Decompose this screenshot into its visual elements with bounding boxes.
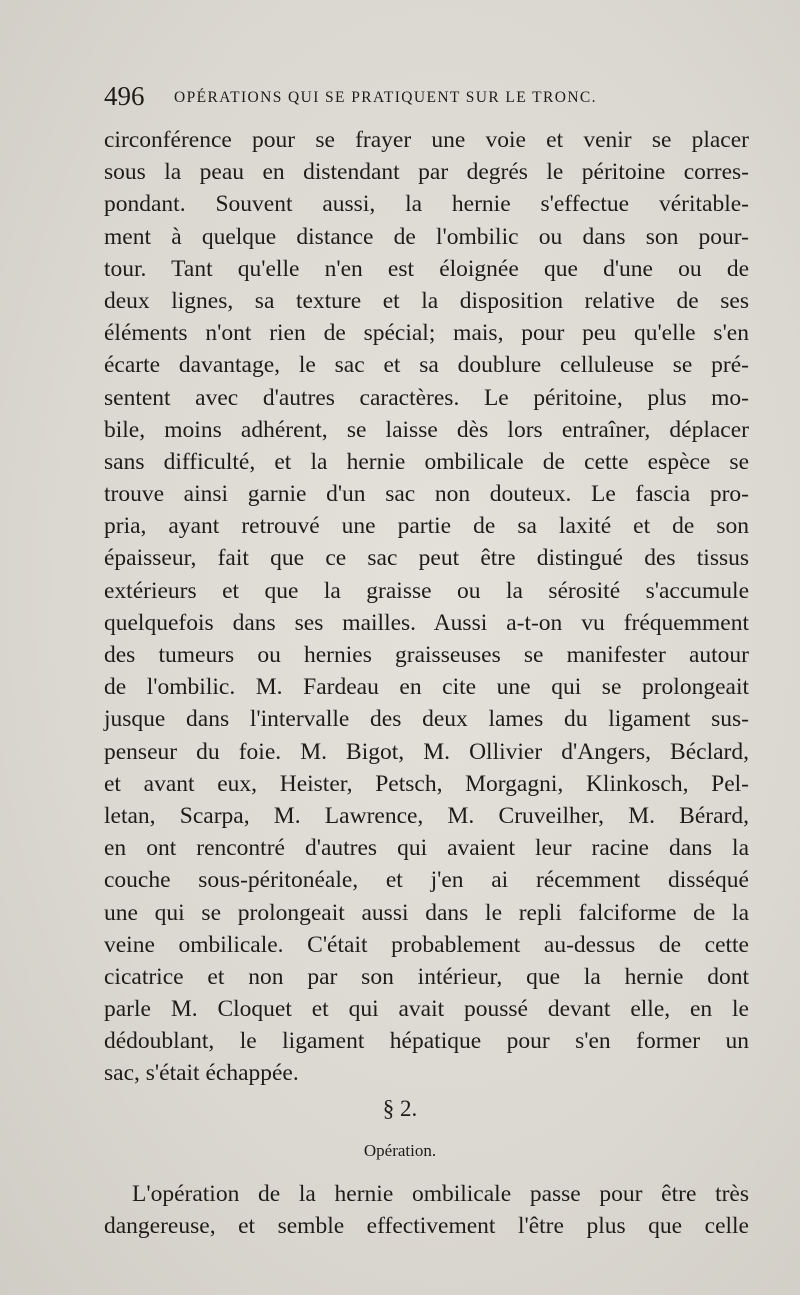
- text-line: des tumeurs ou hernies graisseuses se manifester autour: [104, 642, 749, 668]
- page-header: [104, 78, 704, 114]
- text-line: deux lignes, sa texture et la disposition relative de ses: [104, 287, 749, 314]
- text-line: bile, moins adhérent, se laisse dès lors entraîner, déplacer: [104, 416, 749, 443]
- text-line: ment à quelque distance de l'ombilic ou dans son pour-: [104, 223, 749, 250]
- text-line: sac, s'était échappée.: [104, 1060, 299, 1087]
- text-line: tour. Tant qu'elle n'en est éloignée que d'une ou de: [104, 255, 749, 282]
- section-number: § 2.: [382, 1096, 418, 1121]
- paragraph-2: [104, 1178, 749, 1242]
- text-line: sentent avec d'autres caractères. Le péritoine, plus mo-: [104, 384, 749, 411]
- text-line: écarte davantage, le sac et sa doublure celluleuse se pré-: [104, 352, 749, 379]
- text-line: couche sous-péritonéale, et j'en ai récemment disséqué: [104, 867, 749, 894]
- text-line: cicatrice et non par son intérieur, que la hernie dont: [104, 963, 749, 990]
- text-line: trouve ainsi garnie d'un sac non douteux. Le fascia pro-: [104, 481, 749, 508]
- text-line: extérieurs et que la graisse ou la sérosité s'accumule: [104, 577, 749, 604]
- running-head: OPÉRATIONS QUI SE PRATIQUENT SUR LE TRONC.: [174, 89, 597, 106]
- section-title: Opération.: [363, 1141, 437, 1160]
- text-line: dédoublant, le ligament hépatique pour s'en former un: [104, 1028, 749, 1055]
- text-line: éléments n'ont rien de spécial; mais, pour peu qu'elle s'en: [104, 320, 749, 347]
- text-line: épaisseur, fait que ce sac peut être distingué des tissus: [104, 545, 749, 572]
- page-number: 496: [104, 81, 145, 111]
- paragraph-1: [104, 124, 749, 1090]
- text-line: en ont rencontré d'autres qui avaient leur racine dans la: [104, 835, 749, 862]
- text-line: de l'ombilic. M. Fardeau en cite une qui se prolongeait: [104, 674, 749, 701]
- text-line: jusque dans l'intervalle des deux lames du ligament sus-: [104, 706, 749, 733]
- text-line: L'opération de la hernie ombilicale passe pour être très: [132, 1181, 749, 1207]
- text-line: sous la peau en distendant par degrés le péritoine corres-: [104, 159, 749, 186]
- text-line: pondant. Souvent aussi, la hernie s'effectue véritable-: [104, 191, 749, 218]
- text-line: circonférence pour se frayer une voie et venir se placer: [104, 127, 749, 153]
- text-line: quelquefois dans ses mailles. Aussi a-t-on vu fréquemment: [104, 609, 749, 636]
- text-line: pria, ayant retrouvé une partie de sa laxité et de son: [104, 513, 749, 540]
- text-line: et avant eux, Heister, Petsch, Morgagni, Klinkosch, Pel-: [104, 770, 749, 797]
- text-line: une qui se prolongeait aussi dans le repli falciforme de la: [104, 899, 749, 926]
- text-line: penseur du foie. M. Bigot, M. Ollivier d'Angers, Béclard,: [104, 738, 749, 765]
- text-line: parle M. Cloquet et qui avait poussé devant elle, en le: [104, 996, 749, 1023]
- text-line: letan, Scarpa, M. Lawrence, M. Cruveilher, M. Bérard,: [104, 802, 749, 829]
- text-line: sans difficulté, et la hernie ombilicale de cette espèce se: [104, 448, 749, 475]
- text-line: dangereuse, et semble effectivement l'être plus que celle: [104, 1213, 749, 1240]
- text-line: veine ombilicale. C'était probablement au-dessus de cette: [104, 931, 749, 958]
